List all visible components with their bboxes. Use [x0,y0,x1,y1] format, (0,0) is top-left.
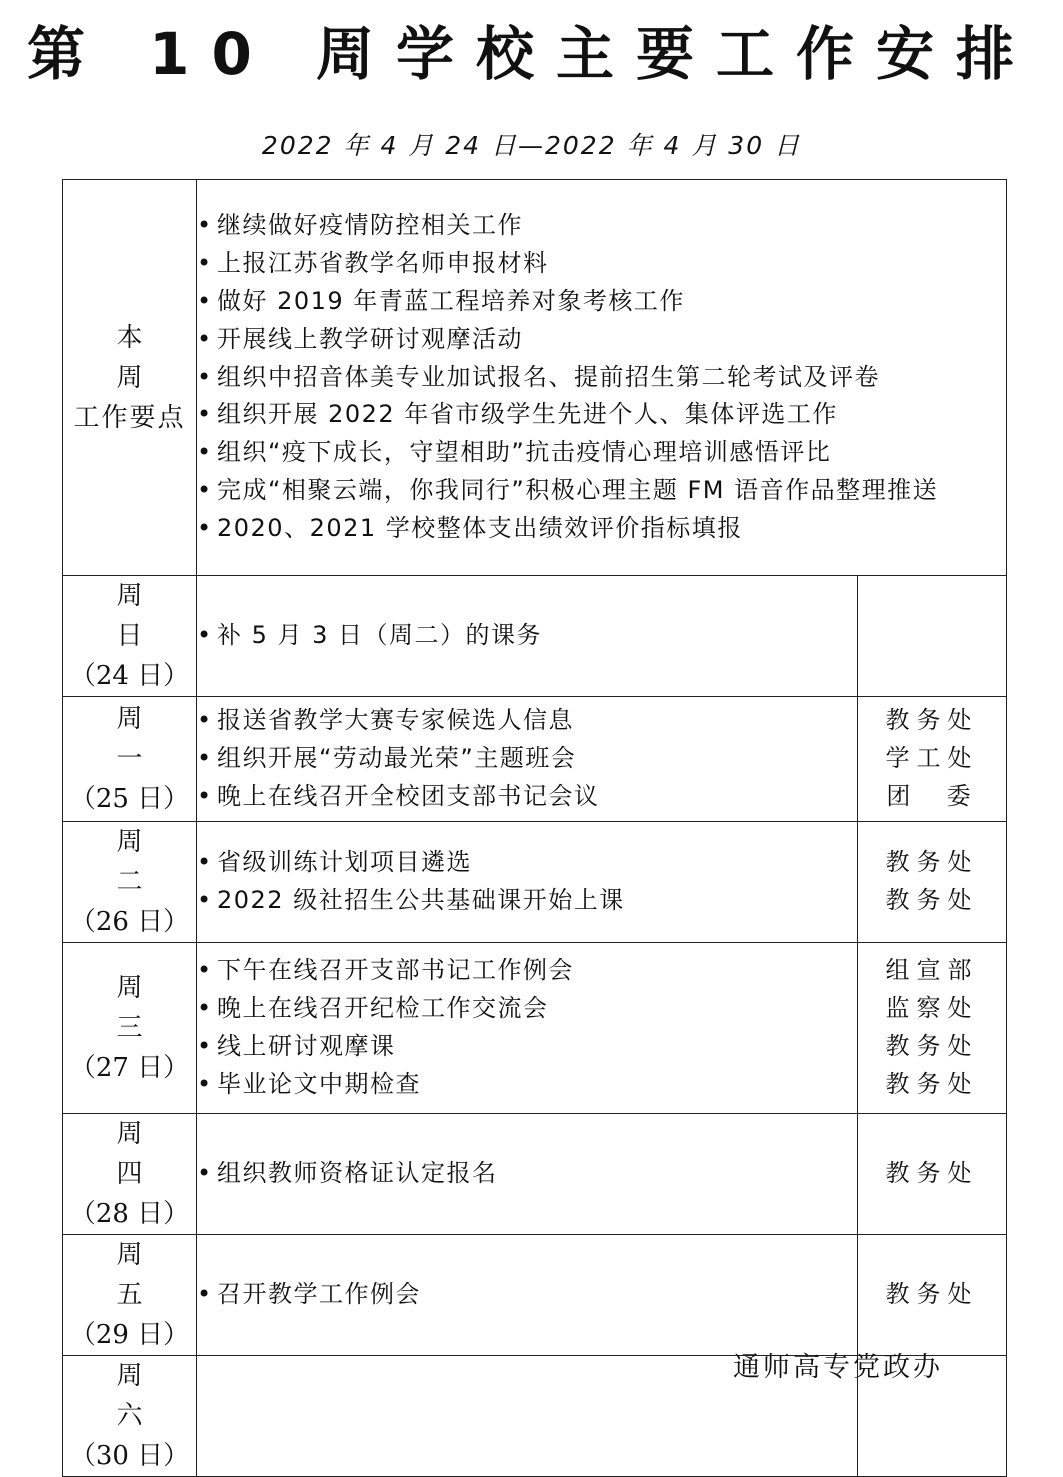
bullet-glyph: • [197,994,213,1023]
task-item [197,617,857,655]
bullet-glyph: • [197,621,213,650]
task-item [197,778,857,816]
key-point-text: 做好 2019 年青蓝工程培养对象考核工作 [217,287,685,315]
task-item [197,740,857,778]
key-point-text: 组织中招音体美专业加试报名、提前招生第二轮考试及评卷 [217,362,880,391]
key-points-row [63,180,1007,576]
day-date: （29 日） [69,1320,190,1350]
bullet-glyph: • [197,1069,213,1098]
day-row [63,822,1007,943]
bullet-glyph: • [197,400,213,429]
day-tasks [197,943,858,1114]
bullet-glyph: • [197,744,213,773]
key-point-text: 组织“疫下成长，守望相助”抗击疫情心理培训感悟评比 [217,438,832,467]
day-tasks [197,576,858,697]
day-label [63,943,197,1114]
footer-signature: 通师高专党政办 [733,1352,943,1383]
task-item [197,1028,857,1066]
weekday-name: 周五 [116,1240,181,1310]
day-row [63,576,1007,697]
bullet-glyph: • [197,513,213,542]
task-item [197,882,857,920]
department-name: 教务处 [885,1069,979,1098]
task-text: 2022 级社招生公共基础课开始上课 [217,886,625,914]
bullet-glyph: • [197,475,213,504]
department-name: 组宣部 [885,956,979,985]
date-range: 2022 年 4 月 24 日—2022 年 4 月 30 日 [261,131,802,160]
key-point-item [197,396,1006,434]
bullet-glyph: • [197,706,213,735]
key-points-list [197,180,1007,576]
key-point-text: 继续做好疫情防控相关工作 [217,211,523,240]
page-title: 第 10 周学校主要工作安排 [26,20,1037,88]
bullet-glyph: • [197,438,213,467]
day-row [63,697,1007,822]
bullet-glyph: • [197,886,213,914]
key-point-text: 2020、2021 学校整体支出绩效评价指标填报 [217,513,743,542]
department-name: 教务处 [885,1159,979,1188]
bullet-glyph: • [197,362,213,391]
day-tasks [197,697,858,822]
key-point-text: 完成“相聚云端，你我同行”积极心理主题 FM 语音作品整理推送 [217,475,939,504]
task-text: 毕业论文中期检查 [217,1069,421,1098]
key-point-item [197,434,1006,472]
bullet-glyph: • [197,1159,213,1188]
weekday-name: 周一 [116,704,181,774]
key-point-text: 开展线上教学研讨观摩活动 [217,324,523,353]
day-label [63,822,197,943]
task-text: 下午在线召开支部书记工作例会 [217,956,574,985]
task-item [197,990,857,1028]
day-date: （28 日） [69,1199,190,1229]
key-points-label-line2: 工作要点 [73,402,186,433]
schedule-table [62,179,1007,1477]
bullet-glyph: • [197,1032,213,1060]
task-item [197,1066,857,1104]
day-departments [858,1114,1007,1235]
task-text: 晚上在线召开全校团支部书记会议 [217,781,600,810]
department-name: 教务处 [885,848,979,877]
task-item [197,952,857,990]
weekday-name: 周四 [116,1119,181,1189]
department-name: 学工处 [885,744,979,773]
day-departments [858,697,1007,822]
task-text: 线上研讨观摩课 [217,1032,396,1060]
key-point-item [197,283,1006,321]
day-row [63,1114,1007,1235]
task-text: 组织开展“劳动最光荣”主题班会 [217,744,577,773]
department-name: 团 委 [886,781,978,810]
key-point-item [197,245,1006,283]
task-text: 报送省教学大赛专家候选人信息 [217,706,574,735]
day-date: （25 日） [69,784,190,814]
bullet-glyph: • [197,249,213,278]
key-point-item [197,359,1006,397]
day-label [63,1235,197,1356]
day-label [63,1114,197,1235]
task-text: 召开教学工作例会 [217,1280,421,1309]
task-text: 补 5 月 3 日（周二）的课务 [217,621,543,650]
weekday-name: 周六 [116,1361,181,1431]
key-points-label-line1: 本周 [116,322,181,393]
task-item [197,1276,857,1314]
day-tasks [197,822,858,943]
day-date: （30 日） [69,1441,190,1471]
task-text: 省级训练计划项目遴选 [217,848,472,877]
task-item [197,702,857,740]
day-tasks [197,1114,858,1235]
key-point-text: 组织开展 2022 年省市级学生先进个人、集体评选工作 [217,400,838,429]
day-label [63,1356,197,1477]
day-tasks [197,1235,858,1356]
day-departments [858,1235,1007,1356]
day-date: （26 日） [69,907,190,937]
bullet-glyph: • [197,956,213,985]
day-departments [858,822,1007,943]
day-date: （27 日） [69,1053,190,1083]
department-name [858,617,1006,655]
day-departments [858,576,1007,697]
key-point-text: 上报江苏省教学名师申报材料 [217,249,549,278]
key-point-item [197,207,1006,245]
bullet-glyph: • [197,287,213,315]
day-label [63,697,197,822]
task-item [197,844,857,882]
key-point-item [197,472,1006,510]
task-text: 组织教师资格证认定报名 [217,1159,498,1188]
day-departments [858,943,1007,1114]
weekday-name: 周二 [116,827,181,897]
day-date: （24 日） [69,661,190,691]
department-name: 教务处 [885,886,979,914]
key-point-item [197,321,1006,359]
bullet-glyph: • [197,1280,213,1309]
department-name: 教务处 [885,1280,979,1309]
day-row [63,943,1007,1114]
bullet-glyph: • [197,324,213,353]
weekday-name: 周日 [116,581,181,651]
department-name: 教务处 [885,1032,979,1060]
bullet-glyph: • [197,848,213,877]
bullet-glyph: • [197,211,213,240]
key-point-item [197,510,1006,548]
bullet-glyph: • [197,781,213,810]
department-name: 教务处 [885,706,979,735]
task-item [197,1155,857,1193]
key-points-label [63,180,197,576]
day-row [63,1235,1007,1356]
department-name: 监察处 [885,994,979,1023]
weekday-name: 周三 [116,973,181,1043]
task-text: 晚上在线召开纪检工作交流会 [217,994,549,1023]
day-label [63,576,197,697]
